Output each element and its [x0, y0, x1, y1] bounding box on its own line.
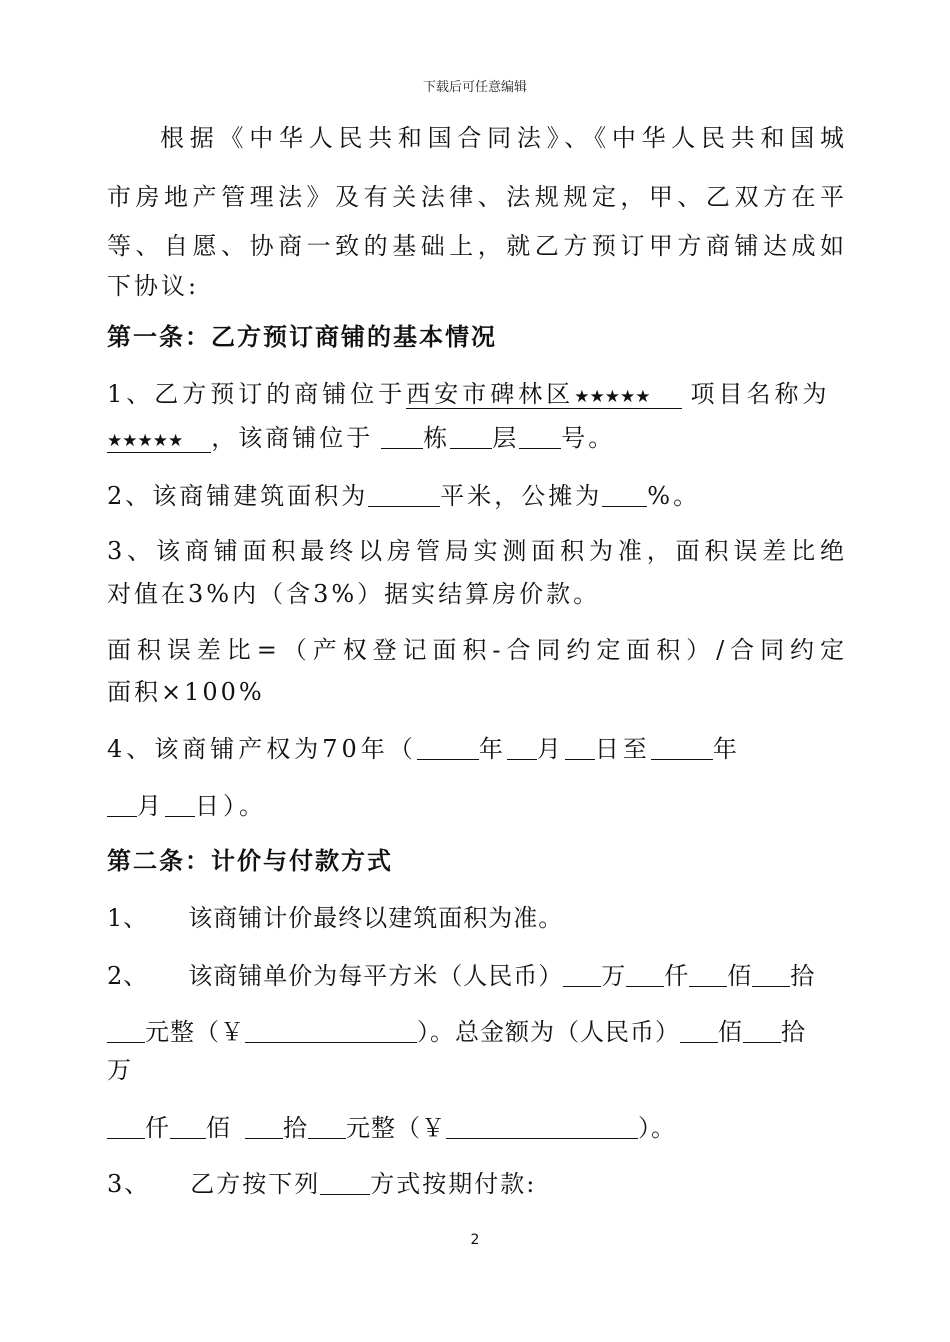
blank-start-day	[565, 733, 595, 760]
page-header-note: 下载后可任意编辑	[422, 80, 527, 95]
blank-end-day	[165, 790, 195, 817]
a2-item2-line1: 2、 该商铺单价为每平方米（人民币） 万 仟 佰 拾	[107, 962, 816, 990]
blank-total-bai	[680, 1016, 718, 1043]
article-2-title: 第二条：计价与付款方式	[107, 847, 393, 875]
a2-item2-line3: 万	[107, 1056, 131, 1084]
blank-total-qian	[107, 1112, 145, 1139]
blank-total-amount	[446, 1112, 638, 1139]
a2-item2-line4: 仟 佰 拾 元整（￥ ）。	[107, 1112, 847, 1144]
blank-start-year	[417, 733, 479, 760]
blank-unit-bai	[689, 960, 727, 987]
intro-line-2: 市房地产管理法》及有关法律、法规规定，甲、乙双方在平	[107, 183, 847, 211]
blank-end-month	[107, 790, 137, 817]
blank-end-year	[651, 733, 713, 760]
article-1-title: 第一条：乙方预订商铺的基本情况	[107, 323, 497, 351]
blank-total-shi	[743, 1016, 781, 1043]
blank-unit-shi	[752, 960, 790, 987]
blank-unit-wan	[563, 960, 601, 987]
a1-item2: 2、该商铺建筑面积为 平米，公摊为 %。	[107, 482, 701, 510]
blank-building	[381, 422, 423, 449]
blank-total-bai2	[170, 1112, 206, 1139]
blank-unit-qian	[626, 960, 664, 987]
intro-line-4: 下协议:	[107, 272, 200, 300]
intro-line-3: 等、自愿、协商一致的基础上，就乙方预订甲方商铺达成如	[107, 232, 847, 260]
a1-item1-line1	[107, 378, 847, 413]
blank-unit	[519, 422, 561, 449]
a1-item1-location: 西安市碑林区★★★★★	[406, 380, 682, 409]
formula-line-2: 面积×100%	[107, 678, 265, 706]
a2-item1: 1、 该商铺计价最终以建筑面积为准。	[107, 904, 564, 932]
blank-share	[602, 480, 647, 507]
a1-item1-project-name: ★★★★★	[107, 424, 211, 453]
blank-total-shi2	[245, 1112, 283, 1139]
a1-item1-project-label: 项目名称为	[690, 380, 831, 408]
a1-item4-line2: 月 日）。	[107, 790, 847, 822]
blank-start-month	[507, 733, 537, 760]
blank-floor	[450, 422, 492, 449]
blank-total-yuan	[308, 1112, 346, 1139]
blank-unit-yuan	[107, 1016, 145, 1043]
a1-item4-line1: 4、该商铺产权为70年（ 年 月 日至 年	[107, 735, 741, 763]
blank-unit-amount	[245, 1016, 417, 1043]
formula-line-1: 面积误差比=（产权登记面积-合同约定面积）/合同约定	[107, 636, 847, 664]
a1-item1-line2: ★★★★★ ，该商铺位于 栋 层 号。	[107, 424, 616, 452]
a2-item3: 3、 乙方按下列 方式按期付款:	[107, 1170, 537, 1198]
blank-payment-method	[320, 1168, 370, 1195]
intro-line-1: 根据《中华人民共和国合同法》、《中华人民共和国城	[160, 124, 847, 152]
a1-item3-line2: 对值在3%内（含3%）据实结算房价款。	[107, 580, 601, 608]
a1-item3-line1: 3、该商铺面积最终以房管局实测面积为准，面积误差比绝	[107, 537, 847, 565]
blank-area	[368, 480, 440, 507]
a1-item1-prefix: 1、乙方预订的商铺位于	[107, 380, 407, 408]
page-number: 2	[470, 1232, 480, 1248]
a2-item2-line2: 元整（￥ ）。总金额为（人民币） 佰 拾	[107, 1016, 847, 1048]
